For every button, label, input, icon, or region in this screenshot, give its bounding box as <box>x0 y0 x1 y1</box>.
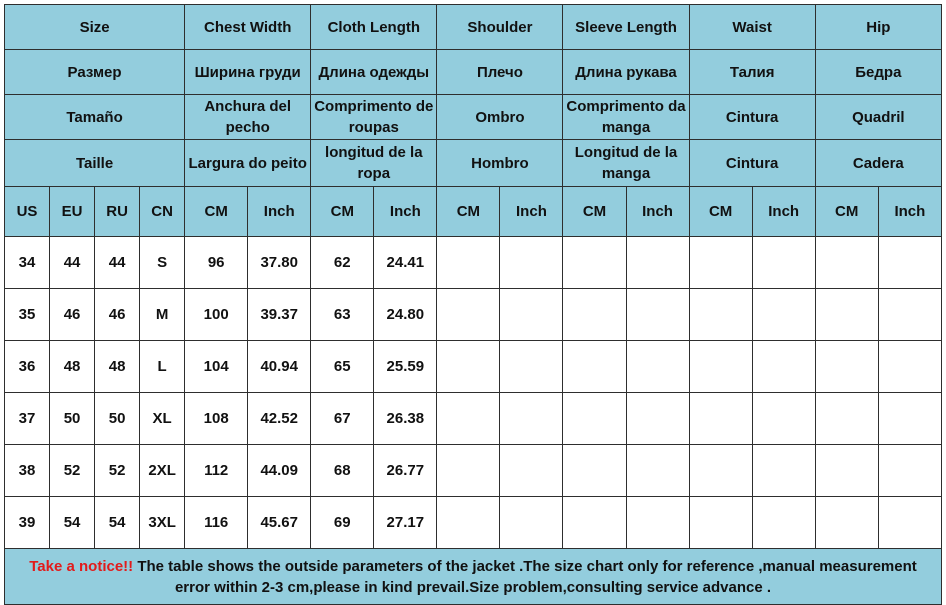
size-cell: 38 <box>5 445 50 497</box>
measurement-header-cell: Cadera <box>815 140 941 187</box>
size-header-cell: Size <box>5 5 185 50</box>
measurement-cell <box>815 289 878 341</box>
measurement-cell: 39.37 <box>248 289 311 341</box>
measurement-header-cell: Longitud de la manga <box>563 140 689 187</box>
measurement-cell: 69 <box>311 497 374 549</box>
measurement-cell <box>689 445 752 497</box>
measurement-cell <box>878 393 941 445</box>
measurement-header-cell: Chest Width <box>185 5 311 50</box>
measurement-cell <box>437 445 500 497</box>
measurement-header-cell: Waist <box>689 5 815 50</box>
measurement-cell: 116 <box>185 497 248 549</box>
measurement-header-cell: Cintura <box>689 140 815 187</box>
size-cell: 50 <box>50 393 95 445</box>
measurement-header-cell: Плечо <box>437 50 563 95</box>
unit-header: Inch <box>248 187 311 237</box>
size-cell: 54 <box>95 497 140 549</box>
unit-header: Inch <box>374 187 437 237</box>
measurement-cell <box>815 237 878 289</box>
size-cell: L <box>140 341 185 393</box>
unit-header: CM <box>185 187 248 237</box>
measurement-cell: 68 <box>311 445 374 497</box>
unit-header: CM <box>311 187 374 237</box>
size-cell: XL <box>140 393 185 445</box>
size-table <box>4 4 942 605</box>
measurement-header-cell: Hip <box>815 5 941 50</box>
header-row <box>5 50 942 95</box>
measurement-cell <box>626 341 689 393</box>
size-cell: S <box>140 237 185 289</box>
table-row <box>5 289 942 341</box>
measurement-cell: 96 <box>185 237 248 289</box>
measurement-cell <box>878 237 941 289</box>
unit-header: CM <box>815 187 878 237</box>
measurement-header-cell: Длина одежды <box>311 50 437 95</box>
table-row <box>5 237 942 289</box>
measurement-cell <box>626 237 689 289</box>
measurement-cell: 40.94 <box>248 341 311 393</box>
measurement-cell <box>878 445 941 497</box>
measurement-cell <box>563 341 626 393</box>
measurement-cell <box>626 393 689 445</box>
measurement-cell <box>878 289 941 341</box>
size-header-cell: Taille <box>5 140 185 187</box>
unit-header: Inch <box>626 187 689 237</box>
measurement-cell: 24.41 <box>374 237 437 289</box>
measurement-cell: 37.80 <box>248 237 311 289</box>
size-cell: 48 <box>95 341 140 393</box>
measurement-cell <box>752 445 815 497</box>
measurement-cell <box>563 393 626 445</box>
measurement-cell <box>815 341 878 393</box>
notice-row <box>5 549 942 605</box>
measurement-cell <box>563 497 626 549</box>
measurement-header-cell: Бедра <box>815 50 941 95</box>
measurement-header-cell: Comprimento da manga <box>563 95 689 140</box>
measurement-cell <box>878 341 941 393</box>
measurement-cell: 67 <box>311 393 374 445</box>
unit-header: Inch <box>878 187 941 237</box>
unit-header: Inch <box>500 187 563 237</box>
measurement-cell <box>626 497 689 549</box>
size-cell: 3XL <box>140 497 185 549</box>
table-row <box>5 445 942 497</box>
measurement-header-cell: longitud de la ropa <box>311 140 437 187</box>
measurement-cell <box>437 341 500 393</box>
units-row <box>5 187 942 237</box>
size-cell: 46 <box>95 289 140 341</box>
measurement-cell: 42.52 <box>248 393 311 445</box>
size-cell: 54 <box>50 497 95 549</box>
measurement-header-cell: Ширина груди <box>185 50 311 95</box>
measurement-header-cell: Талия <box>689 50 815 95</box>
size-cell: M <box>140 289 185 341</box>
measurement-cell: 104 <box>185 341 248 393</box>
unit-header: Inch <box>752 187 815 237</box>
size-cell: 52 <box>50 445 95 497</box>
measurement-cell <box>500 289 563 341</box>
measurement-cell <box>689 393 752 445</box>
measurement-cell <box>626 289 689 341</box>
size-cell: 52 <box>95 445 140 497</box>
measurement-header-cell: Quadril <box>815 95 941 140</box>
measurement-cell <box>689 341 752 393</box>
measurement-cell <box>752 393 815 445</box>
size-cell: 50 <box>95 393 140 445</box>
measurement-header-cell: Sleeve Length <box>563 5 689 50</box>
measurement-cell <box>500 237 563 289</box>
measurement-cell: 27.17 <box>374 497 437 549</box>
measurement-cell <box>689 497 752 549</box>
size-chart <box>4 4 942 601</box>
measurement-cell <box>437 237 500 289</box>
notice-cell <box>5 549 942 605</box>
size-table-body <box>5 5 942 605</box>
measurement-cell <box>563 289 626 341</box>
measurement-cell <box>752 341 815 393</box>
measurement-cell <box>815 393 878 445</box>
measurement-cell <box>689 289 752 341</box>
measurement-cell: 24.80 <box>374 289 437 341</box>
measurement-cell: 44.09 <box>248 445 311 497</box>
size-cell: 44 <box>50 237 95 289</box>
size-header-cell: Размер <box>5 50 185 95</box>
notice-text: The table shows the outside parameters of the jacket .The size chart only for reference ,manual measurement error within 2-3 cm,please in kind prevail.Size problem,consulting service advance . <box>133 557 917 596</box>
measurement-cell: 65 <box>311 341 374 393</box>
measurement-cell: 108 <box>185 393 248 445</box>
measurement-header-cell: Shoulder <box>437 5 563 50</box>
measurement-cell: 100 <box>185 289 248 341</box>
unit-header: CM <box>689 187 752 237</box>
size-cell: 46 <box>50 289 95 341</box>
measurement-cell <box>563 445 626 497</box>
measurement-cell <box>815 497 878 549</box>
measurement-cell <box>437 393 500 445</box>
measurement-cell: 45.67 <box>248 497 311 549</box>
size-cell: 36 <box>5 341 50 393</box>
measurement-cell <box>500 497 563 549</box>
measurement-cell <box>500 341 563 393</box>
measurement-header-cell: Comprimento de roupas <box>311 95 437 140</box>
size-header-cell: Tamaño <box>5 95 185 140</box>
size-cell: 39 <box>5 497 50 549</box>
notice-label: Take a notice!! <box>29 557 134 575</box>
size-cell: 2XL <box>140 445 185 497</box>
measurement-header-cell: Ombro <box>437 95 563 140</box>
size-cell: 34 <box>5 237 50 289</box>
measurement-header-cell: Cloth Length <box>311 5 437 50</box>
unit-header: CM <box>437 187 500 237</box>
measurement-cell: 62 <box>311 237 374 289</box>
table-row <box>5 497 942 549</box>
size-system-header: EU <box>50 187 95 237</box>
measurement-cell <box>815 445 878 497</box>
measurement-cell <box>626 445 689 497</box>
unit-header: CM <box>563 187 626 237</box>
measurement-header-cell: Anchura del pecho <box>185 95 311 140</box>
measurement-header-cell: Длина рукава <box>563 50 689 95</box>
size-cell: 37 <box>5 393 50 445</box>
measurement-cell: 26.77 <box>374 445 437 497</box>
header-row <box>5 95 942 140</box>
size-cell: 48 <box>50 341 95 393</box>
measurement-cell: 63 <box>311 289 374 341</box>
measurement-cell <box>437 497 500 549</box>
measurement-cell <box>752 237 815 289</box>
measurement-cell <box>563 237 626 289</box>
measurement-cell: 25.59 <box>374 341 437 393</box>
size-system-header: US <box>5 187 50 237</box>
size-system-header: CN <box>140 187 185 237</box>
measurement-cell: 26.38 <box>374 393 437 445</box>
measurement-cell <box>437 289 500 341</box>
measurement-cell <box>752 289 815 341</box>
measurement-cell <box>500 393 563 445</box>
measurement-cell <box>878 497 941 549</box>
measurement-header-cell: Hombro <box>437 140 563 187</box>
measurement-header-cell: Largura do peito <box>185 140 311 187</box>
table-row <box>5 393 942 445</box>
size-cell: 35 <box>5 289 50 341</box>
measurement-header-cell: Cintura <box>689 95 815 140</box>
table-row <box>5 341 942 393</box>
header-row <box>5 140 942 187</box>
size-system-header: RU <box>95 187 140 237</box>
size-cell: 44 <box>95 237 140 289</box>
measurement-cell <box>689 237 752 289</box>
header-row <box>5 5 942 50</box>
measurement-cell <box>752 497 815 549</box>
measurement-cell <box>500 445 563 497</box>
measurement-cell: 112 <box>185 445 248 497</box>
